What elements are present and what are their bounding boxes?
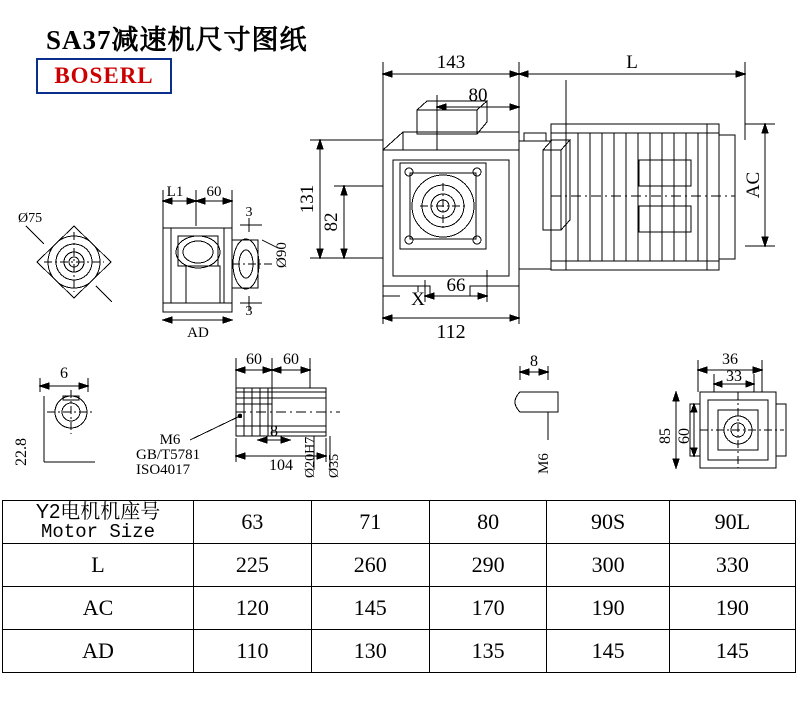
dim-60-left: 60	[206, 184, 222, 200]
dim-60-c: 60	[676, 428, 693, 444]
dim-AD: AD	[187, 325, 209, 341]
dim-131: 131	[297, 184, 318, 214]
dim-80: 80	[468, 85, 488, 106]
dim-L: L	[626, 52, 638, 73]
cell: 145	[547, 630, 669, 673]
dim-d75: Ø75	[18, 211, 43, 226]
cell: 170	[429, 587, 547, 630]
dim-85: 85	[657, 428, 674, 444]
dim-3-top: 3	[245, 205, 253, 220]
dim-104: 104	[269, 457, 293, 474]
dim-22-8: 22.8	[13, 438, 30, 466]
row-header-L: L	[3, 544, 194, 587]
label-m6-a: M6	[159, 432, 181, 448]
logo-text: BOSERL	[54, 63, 154, 88]
cell: 71	[311, 501, 429, 544]
table-row	[3, 544, 796, 587]
cell: 130	[311, 630, 429, 673]
table-row	[3, 630, 796, 673]
dim-36: 36	[722, 351, 738, 368]
dim-112: 112	[436, 321, 466, 343]
dim-33: 33	[726, 368, 742, 385]
dim-d90: Ø90	[274, 242, 290, 268]
cell: 120	[194, 587, 312, 630]
dim-6: 6	[60, 365, 68, 382]
row-header-AC: AC	[3, 587, 194, 630]
row-header-AD: AD	[3, 630, 194, 673]
dim-AC: AC	[743, 171, 764, 199]
cell: 190	[669, 587, 795, 630]
cell: 90L	[669, 501, 795, 544]
cell: 225	[194, 544, 312, 587]
dim-8-key: 8	[530, 353, 538, 370]
cell: 110	[194, 630, 312, 673]
specification-table	[2, 500, 796, 673]
label-gbt5781: GB/T5781	[136, 447, 201, 463]
cell: 80	[429, 501, 547, 544]
cell: 300	[547, 544, 669, 587]
table-row	[3, 501, 796, 544]
dim-d35: Ø35	[327, 453, 342, 478]
label-X: X	[411, 289, 425, 310]
cell: 190	[547, 587, 669, 630]
label-iso4017: ISO4017	[136, 462, 191, 478]
cell: 63	[194, 501, 312, 544]
dim-d20h7: Ø20H7	[303, 436, 318, 478]
cell: 145	[311, 587, 429, 630]
dim-66: 66	[446, 275, 466, 296]
cell: 290	[429, 544, 547, 587]
dim-60-a: 60	[246, 351, 262, 368]
cell: 330	[669, 544, 795, 587]
table-row	[3, 587, 796, 630]
dim-82: 82	[321, 212, 342, 232]
dim-3-bottom: 3	[245, 304, 253, 319]
dim-143: 143	[436, 52, 466, 73]
cell: 90S	[547, 501, 669, 544]
dim-60-b: 60	[283, 351, 299, 368]
cell: 260	[311, 544, 429, 587]
motor-size-cn: Y2电机机座号	[35, 500, 161, 523]
row-header-motor-size	[3, 501, 194, 544]
dim-L1: L1	[166, 184, 184, 200]
cell: 135	[429, 630, 547, 673]
page-title: SA37减速机尺寸图纸	[46, 25, 308, 55]
cell: 145	[669, 630, 795, 673]
dim-8-mid: 8	[270, 423, 278, 440]
label-m6-b: M6	[536, 453, 552, 474]
motor-size-en: Motor Size	[40, 520, 156, 543]
